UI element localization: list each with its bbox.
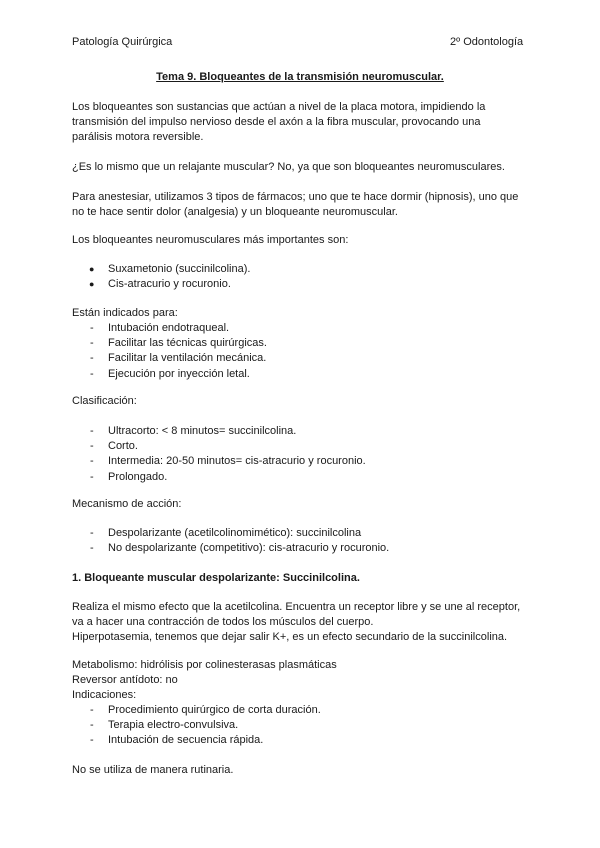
list-item: - Terapia electro-convulsiva. [72, 718, 532, 733]
metabolism-line: Indicaciones: [72, 689, 137, 702]
important-list [72, 262, 532, 292]
page-title: Tema 9. Bloqueantes de la transmisión neuromuscular. [156, 71, 444, 83]
section1-line: va a hacer una contracción de todos los músculos del cuerpo. [72, 616, 374, 629]
anesthesia-paragraph [72, 190, 532, 220]
indications-list [72, 321, 532, 382]
list-item: - Prolongado. [72, 470, 532, 485]
header-course: 2º Odontología [450, 36, 524, 48]
list-item: - Ejecución por inyección letal. [72, 367, 532, 382]
list-item: - Corto. [72, 439, 532, 454]
section1-line: Hiperpotasemia, tenemos que dejar salir K+, es un efecto secundario de la succinilcolina. [72, 631, 508, 644]
intro-line: Los bloqueantes son sustancias que actúan a nivel de la placa motora, impidiendo la [72, 101, 486, 113]
metabolism-paragraph [72, 658, 532, 704]
anesthesia-line: no te hace sentir dolor (analgesia) y un bloqueante neuromuscular. [72, 206, 398, 219]
classification-heading: Clasificación: [72, 395, 137, 407]
header-subject: Patología Quirúrgica [72, 36, 173, 48]
metabolism-line: Metabolismo: hidrólisis por colinesterasas plasmáticas [72, 659, 337, 671]
classification-list [72, 424, 532, 485]
indications-heading: Están indicados para: [72, 307, 178, 319]
list-item: - Facilitar la ventilación mecánica. [72, 351, 532, 366]
anesthesia-line: Para anestesiar, utilizamos 3 tipos de fármacos; uno que te hace dormir (hipnosis), uno que [72, 191, 519, 203]
list-item: - Ultracorto: < 8 minutos= succinilcolina. [72, 424, 532, 439]
list-item: ● Suxametonio (succinilcolina). [72, 262, 532, 277]
list-item: - Intermedia: 20-50 minutos= cis-atracurio y rocuronio. [72, 454, 532, 469]
section1-paragraph [72, 600, 532, 646]
mechanism-heading: Mecanismo de acción: [72, 498, 182, 510]
list-item: - Despolarizante (acetilcolinomimético): succinilcolina [72, 526, 532, 541]
intro-line: transmisión del impulso nervioso desde el axón a la fibra muscular, provocando una [72, 116, 481, 129]
metabolism-line: Reversor antídoto: no [72, 674, 178, 687]
section-heading: 1. Bloqueante muscular despolarizante: Succinilcolina. [72, 572, 360, 584]
list-item: - Facilitar las técnicas quirúrgicas. [72, 336, 532, 351]
list-item: - Procedimiento quirúrgico de corta duración. [72, 703, 532, 718]
intro-line: parálisis motora reversible. [72, 131, 204, 144]
list-item: ● Cis-atracurio y rocuronio. [72, 277, 532, 292]
section1-line: Realiza el mismo efecto que la acetilcolina. Encuentra un receptor libre y se une al receptor, [72, 601, 521, 613]
list-item: - Intubación endotraqueal. [72, 321, 532, 336]
mechanism-list [72, 526, 532, 556]
question-paragraph: ¿Es lo mismo que un relajante muscular? No, ya que son bloqueantes neuromusculares. [72, 161, 505, 173]
important-heading: Los bloqueantes neuromusculares más importantes son: [72, 234, 349, 246]
closing-paragraph: No se utiliza de manera rutinaria. [72, 764, 234, 776]
list-item: - Intubación de secuencia rápida. [72, 733, 532, 748]
intro-paragraph [72, 100, 532, 146]
list-item: - No despolarizante (competitivo): cis-atracurio y rocuronio. [72, 541, 532, 556]
metabolism-indications-list [72, 703, 532, 749]
